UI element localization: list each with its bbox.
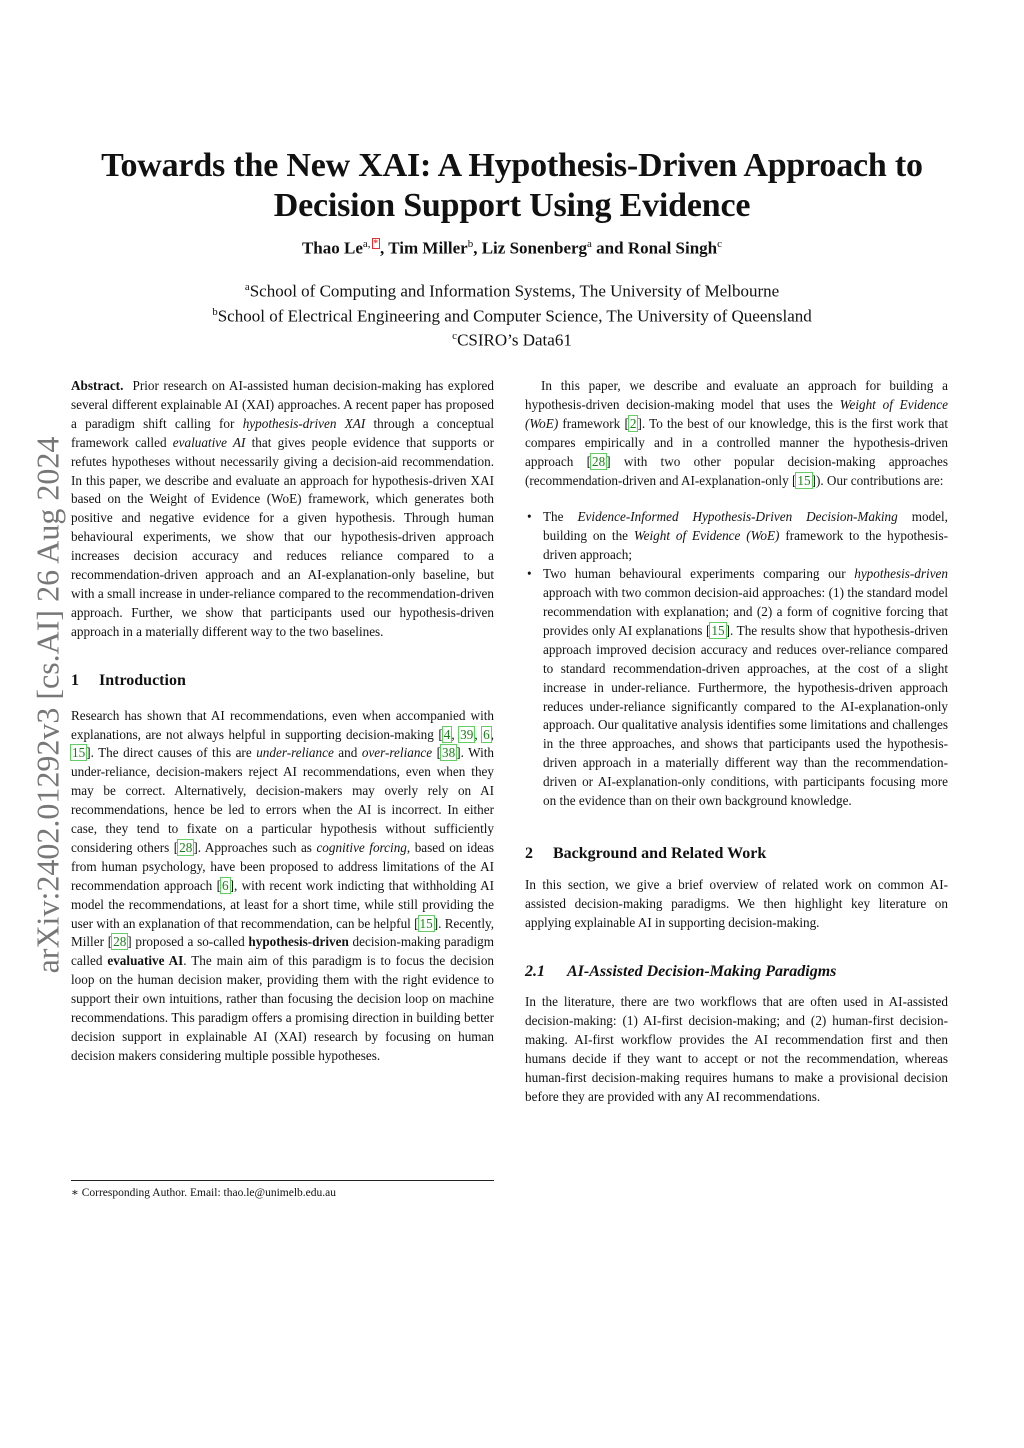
section-number: 2 <box>525 844 533 862</box>
affiliations <box>120 277 904 351</box>
abstract-text: that gives people evidence that supports or refutes hypotheses without necessarily giving a decision-aid recommendation. In this paper, we describe and evaluate an approach for hypothesis-driven XAI based on the Weight of Evidence (WoE) framework, which generates both positive and negative evidence for a given hypothesis. Through human behavioural experiments, we show that our hypothesis-driven approach increases decision accuracy and reduces reliance compared to a recommendation-driven approach and an AI-explanation-only baseline, but with a small increase in under-reliance compared to the recommendation-driven approach. Further, we show that participants used our hypothesis-driven approach in a materially different way to the two baselines. <box>71 434 494 639</box>
citation-link[interactable]: 4 <box>443 726 451 742</box>
author-list <box>120 238 904 259</box>
citation-link[interactable]: 15 <box>419 915 433 931</box>
affiliation-a <box>120 277 904 302</box>
affiliation-text: School of Computing and Information Systems, The University of Melbourne <box>249 281 780 301</box>
citation-link[interactable]: 15 <box>711 622 725 638</box>
author-tim-miller: Tim Miller <box>388 238 468 258</box>
footnote: ∗ Corresponding Author. Email: thao.le@unimelb.edu.au <box>71 1187 336 1199</box>
citation-link[interactable]: 38 <box>442 745 456 761</box>
contribution-intro: In this paper, we describe and evaluate an approach for building a hypothesis-driven decision-making model that uses the Weight of Evidence (WoE) framework [2]. To the best of our knowledge, this is the first work that compares empirically and in a controlled manner the hypothesis-driven approach [28] with two other popular decision-making approaches (recommendation-driven and AI-explanation-only [15]). Our contributions are: <box>525 378 948 488</box>
author-separator: , <box>473 238 482 258</box>
affiliation-sup: c <box>452 330 458 343</box>
section-title: Introduction <box>99 671 186 689</box>
contribution-item: • Two human behavioural experiments comparing our hypothesis-driven approach with two common decision-aid approaches: (1) the standard model recommendation with explanation; and (2) a form of cognitive forcing that provides only AI explanations [15]. The results show that hypothesis-driven approach improved decision accuracy and reduces over-reliance compared to standard recommendation-driven approaches, at the cost of a slight increase in under-reliance. Furthermore, the hypothesis-driven approach reduces under-reliance significantly compared to the AI-explanation-only approach. Our qualitative analysis identifies some limitations and challenges in the three approaches, and shows that participants used the hypothesis-driven approach in a materially different way than the recommendation-driven or AI-explanation-only conditions, with participants focusing more on the evidence than on their own background knowledge. <box>543 565 948 811</box>
author-ronal-singh: Ronal Singh <box>627 238 718 258</box>
title-line-2: Decision Support Using Evidence <box>273 187 751 224</box>
citation-link[interactable]: 6 <box>222 877 229 893</box>
section-heading-background <box>525 845 948 864</box>
author-separator: and <box>591 238 628 258</box>
citation-link[interactable]: 6 <box>483 726 490 742</box>
author-separator: , <box>380 238 389 258</box>
subsection-paragraph: In the literature, there are two workflows that are often used in AI-assisted decision-making: (1) AI-first decision-making; and (2) human-first decision-making. AI-first workflow provides the AI recommendation first and then humans decide if they want to accept or not the recommendation, whereas human-first decision-making requires humans to make a provisional decision before they are provided with any AI recommendations. <box>525 994 948 1104</box>
affiliation-text: School of Electrical Engineering and Computer Science, The University of Queensland <box>217 306 812 326</box>
citation-link[interactable]: 28 <box>179 839 193 855</box>
citation-link[interactable]: 39 <box>460 726 474 742</box>
section-number: 1 <box>71 671 79 689</box>
author-sup: c <box>717 238 723 250</box>
citation-link[interactable]: 15 <box>797 472 811 488</box>
footnote-link[interactable]: * <box>373 238 379 248</box>
affiliation-c <box>120 326 904 351</box>
abstract-text: Prior research on AI-assisted human decision-making has explored several different explainable AI (XAI) approaches. A recent paper has proposed a paradigm shift calling for <box>71 378 498 431</box>
affiliation-sup: a <box>244 281 250 293</box>
affiliation-sup: b <box>212 305 218 318</box>
left-column <box>71 377 498 1066</box>
arxiv-watermark: arXiv:2402.01292v3 [cs.AI] 26 Aug 2024 <box>29 436 66 974</box>
background-paragraph: In this section, we give a brief overview of related work on common AI-assisted decision-making paradigms. We then highlight key literature on applying explainable AI in supporting decision-making. <box>525 876 948 930</box>
footnote-rule <box>71 1180 494 1181</box>
author-sup: a, <box>362 238 371 250</box>
author-sup: b <box>467 238 474 250</box>
author-sup: a <box>587 238 592 250</box>
right-column <box>525 377 948 1107</box>
citation-link[interactable]: 15 <box>72 745 86 761</box>
affiliation-b <box>120 302 904 327</box>
section-heading-introduction <box>71 672 494 691</box>
abstract-label: Abstract. <box>71 378 124 393</box>
subsection-heading <box>525 963 948 982</box>
abstract <box>71 377 498 642</box>
author-thao-le: Thao Le <box>301 238 363 258</box>
section-title: Background and Related Work <box>553 844 767 862</box>
subsection-number: 2.1 <box>525 962 545 980</box>
author-liz-sonenberg: Liz Sonenberg <box>481 238 588 258</box>
contribution-list <box>525 508 948 811</box>
abstract-text: through a conceptual framework called <box>71 415 494 450</box>
citation-link[interactable]: 2 <box>629 415 637 431</box>
contribution-item: • The Evidence-Informed Hypothesis-Driven Decision-Making model, building on the Weight of Evidence (WoE) framework to the hypothesis-driven approach; <box>543 508 948 565</box>
intro-paragraph: Research has shown that AI recommendations, even when accompanied with explanations, are not always helpful in supporting decision-making [4, 39, 6, 15]. The direct causes of this are under-reliance and over-reliance [38]. With under-reliance, decision-makers reject AI recommendations, even when they may be correct. Alternatively, decision-makers may overly rely on AI recommendations, hence be led to errors when the AI is incorrect. In either case, they tend to fixate on a particular hypothesis without sufficiently considering others [28]. Approaches such as cognitive forcing, based on ideas from human psychology, have been proposed to address limitations of the AI recommendation approach [6], with recent work indicting that withholding AI model the recommendations, at least for a short time, while still providing the user with an explanation of that recommendation, can be helpful [15]. Recently, Miller [28] proposed a so-called hypothesis-driven decision-making paradigm called evaluative AI. The main aim of this paradigm is to focus the decision loop on the human decision maker, providing them with the right evidence to support their own intuitions, rather than focusing the decision loop on machine recommendations. This paradigm offers a promising direction in building better decision support in explainable AI (XAI) research by focusing on human decision makers considering multiple possible hypotheses. <box>71 707 495 1063</box>
abstract-emph: hypothesis-driven XAI <box>242 415 366 431</box>
affiliation-text: CSIRO’s Data61 <box>457 330 572 350</box>
abstract-emph: evaluative AI <box>172 434 246 450</box>
paper-title <box>60 146 964 226</box>
title-line-1: Towards the New XAI: A Hypothesis-Driven Approach to <box>101 147 923 184</box>
citation-link[interactable]: 28 <box>113 934 127 950</box>
citation-link[interactable]: 28 <box>592 453 606 469</box>
subsection-title: AI-Assisted Decision-Making Paradigms <box>567 962 837 980</box>
